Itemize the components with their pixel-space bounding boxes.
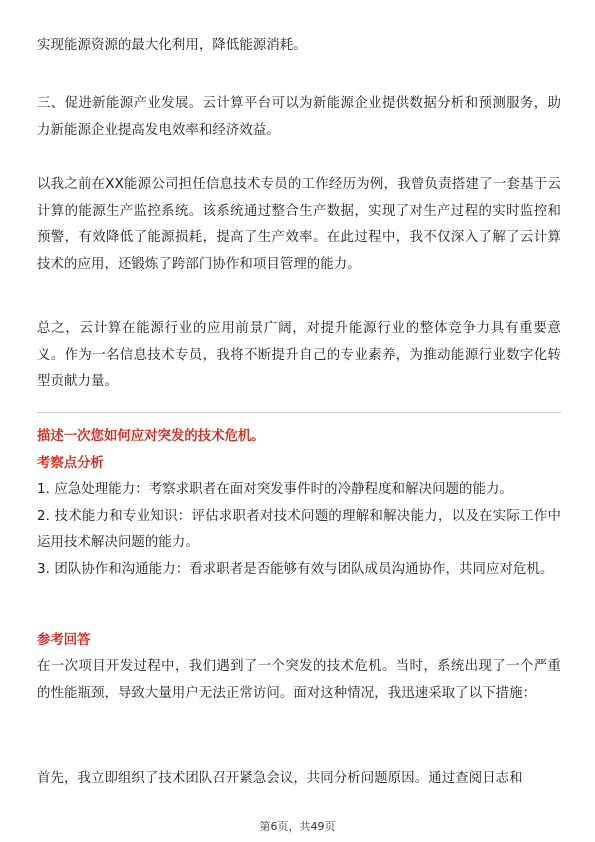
analysis-item: 2. 技术能力和专业知识：评估求职者对技术问题的理解和解决能力，以及在实际工作中运用技术解决问题的能力。 — [37, 508, 561, 550]
body-text: 总之，云计算在能源行业的应用前景广阔，对提升能源行业的整体竞争力具有重要意义。作为一名信息技术专员，我将不断提升自己的专业素养，为推动能源行业数字化转型贡献力量。 — [37, 321, 561, 389]
answer-paragraph: 首先，我立即组织了技术团队召开紧急会议，共同分析问题原因。通过查阅日志和 — [37, 771, 523, 786]
answer-heading: 参考回答 — [37, 633, 91, 648]
answer-continuation — [37, 766, 561, 793]
paragraph-work-experience — [37, 172, 561, 278]
answer-section — [37, 628, 561, 707]
paragraph-energy-utilization — [37, 33, 561, 60]
body-text: 以我之前在XX能源公司担任信息技术专员的工作经历为例，我曾负责搭建了一套基于云计算的能源生产监控系统。该系统通过整合生产数据，实现了对生产过程的实时监控和预警，有效降低了能源损耗，提高了生产效率。在此过程中，我不仅深入了解了云计算技术的应用，还锻炼了跨部门协作和项目管理的能力。 — [37, 177, 561, 272]
question-title: 描述一次您如何应对突发的技术危机。 — [37, 429, 265, 444]
analysis-item: 3. 团队协作和沟通能力：看求职者是否能够有效与团队成员沟通协作，共同应对危机。 — [37, 561, 554, 577]
body-text: 实现能源资源的最大化利用，降低能源消耗。 — [37, 38, 307, 53]
body-text: 三、促进新能源产业发展。云计算平台可以为新能源企业提供数据分析和预测服务，助力新能源企业提高发电效率和经济效益。 — [37, 96, 561, 138]
section-divider — [37, 412, 561, 413]
analysis-item: 1. 应急处理能力：考察求职者在面对突发事件时的冷静程度和解决问题的能力。 — [37, 482, 514, 497]
analysis-heading: 考察点分析 — [37, 456, 104, 471]
interview-question — [37, 424, 561, 450]
paragraph-new-energy — [37, 91, 561, 144]
paragraph-conclusion — [37, 316, 561, 396]
page-footer: 第6页，共49页 — [259, 820, 336, 833]
answer-paragraph: 在一次项目开发过程中，我们遇到了一个突发的技术危机。当时，系统出现了一个严重的性能瓶颈，导致大量用户无法正常访问。面对这种情况，我迅速采取了以下措施： — [37, 659, 561, 701]
analysis-section — [37, 451, 561, 583]
